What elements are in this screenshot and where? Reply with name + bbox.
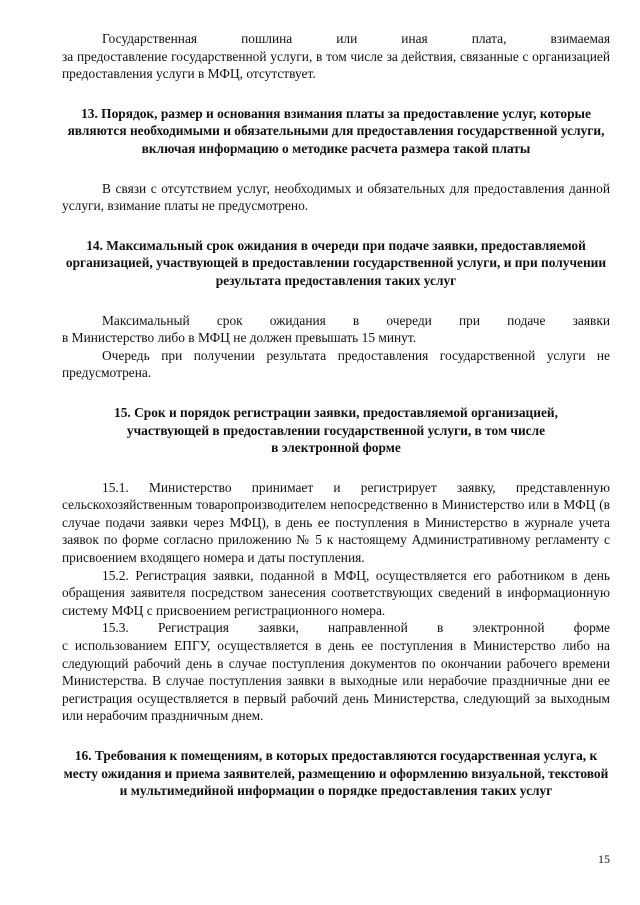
section-15-p2: 15.2. Регистрация заявки, поданной в МФЦ, осуществляется его работником в день обращения заявителя посредством занесения соответствующих сведений в информационную систему МФЦ с присвоением регистрационного номера. bbox=[62, 567, 610, 618]
section-15-p3-line1: 15.3. Регистрация заявки, направленной в электронной форме bbox=[102, 620, 610, 636]
section-16-title: 16. Требования к помещениям, в которых предоставляются государственная услуга, к месту ожидания и приема заявителей, размещению и оформлению визуальной, текстовой и мультимедийной информации о порядке предоставления таких услуг bbox=[63, 748, 609, 799]
intro-paragraph bbox=[62, 30, 610, 83]
section-14-p2: Очередь при получении результата предоставления государственной услуги не предусмотрена. bbox=[62, 347, 610, 381]
intro-rest: за предоставление государственной услуги, в том числе за действия, связанные с организацией предоставления услуги в МФЦ, отсутствует. bbox=[62, 48, 610, 82]
page-number: 15 bbox=[598, 852, 610, 866]
section-14-line1: Максимальный срок ожидания в очереди при подаче заявки bbox=[102, 312, 610, 328]
section-15-body bbox=[62, 479, 610, 725]
section-14-rest: в Министерство либо в МФЦ не должен превышать 15 минут. bbox=[62, 330, 417, 346]
section-15-p1: 15.1. Министерство принимает и регистрирует заявку, представленную сельскохозяйственным товаропроизводителем непосредственно в Министерство или в МФЦ (в случае подачи заявки через МФЦ), в день ее поступления в Министерство в журнале учета заявок по форме согласно приложению № 5 к настоящему Административному регламенту с присвоением входящего номера и даты поступления. bbox=[62, 479, 610, 566]
section-15-title-line2: участвующей в предоставлении государственной услуги, в том числе bbox=[126, 422, 546, 438]
section-14-title: 14. Максимальный срок ожидания в очереди при подаче заявки, предоставляемой организацией, участвующей в предоставлении государственной услуги, и при получении результата предоставления таких услуг bbox=[65, 237, 607, 288]
section-13-text: В связи с отсутствием услуг, необходимых и обязательных для предоставления данной услуги, взимание платы не предусмотрено. bbox=[62, 180, 610, 214]
intro-line1: Государственная пошлина или иная плата, взимаемая bbox=[102, 31, 610, 46]
section-15-title-line1: 15. Срок и порядок регистрации заявки, предоставляемой организацией, bbox=[114, 404, 558, 420]
section-15-title bbox=[62, 404, 610, 457]
section-13-title: 13. Порядок, размер и основания взимания платы за предоставление услуг, которые являются необходимыми и обязательными для предоставления государственной услуги, включая информацию о методике расчета размера такой платы bbox=[67, 105, 605, 156]
section-15-p3-rest: с использованием ЕПГУ, осуществляется в день ее поступления в Министерство либо на следующий рабочий день в случае поступления документов по окончании рабочего времени Министерства. В случае поступления заявки в выходные или нерабочие праздничные дни ее регистрация осуществляется в первый рабочий день Министерства, следующий за выходным или нерабочим праздничным днем. bbox=[62, 638, 610, 724]
section-14-paragraph bbox=[62, 312, 610, 382]
section-15-title-line3: в электронной форме bbox=[271, 440, 401, 456]
